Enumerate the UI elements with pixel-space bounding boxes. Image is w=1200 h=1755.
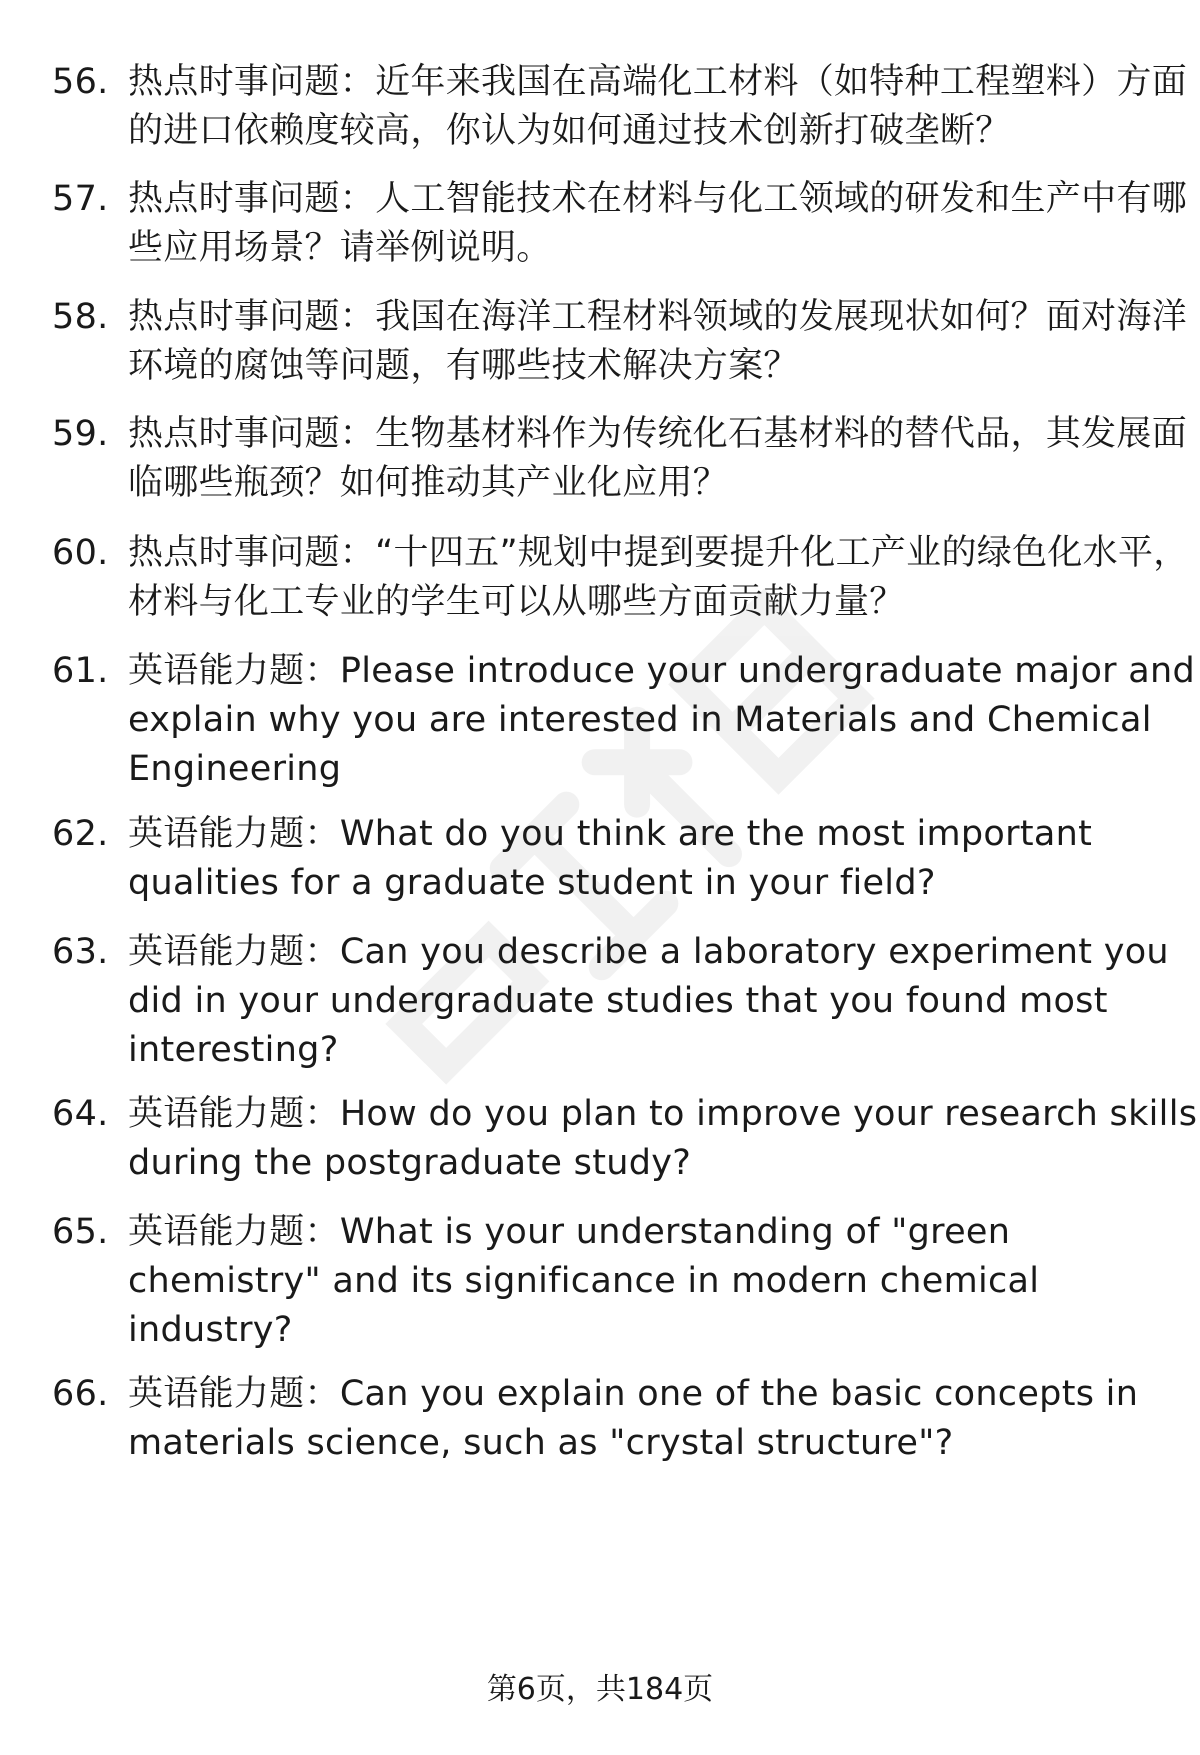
question-number: 66.	[52, 1374, 109, 1414]
question-number: 65.	[52, 1212, 109, 1252]
question-text: What do you think are the most important qualities for a graduate student in your field?	[128, 814, 1093, 903]
question-body	[128, 928, 1198, 1075]
question-number: 58.	[52, 297, 109, 337]
question-text: Please introduce your undergraduate major and explain why you are interested in Materials and Chemical Engineering	[128, 651, 1196, 789]
question-category: 英语能力题：	[128, 1374, 340, 1414]
question-body	[128, 810, 1198, 908]
question-category: 英语能力题：	[128, 1094, 340, 1134]
question-body	[128, 647, 1198, 794]
question-category: 英语能力题：	[128, 1212, 340, 1252]
page-footer: 第6页，共184页	[486, 1672, 714, 1707]
question-text: 我国在海洋工程材料领域的发展现状如何？面对海洋环境的腐蚀等问题，有哪些技术解决方案？	[128, 297, 1188, 386]
question-category: 热点时事问题：	[128, 179, 376, 219]
question-number: 59.	[52, 414, 109, 454]
question-text: 近年来我国在高端化工材料（如特种工程塑料）方面的进口依赖度较高，你认为如何通过技术创新打破垄断？	[128, 62, 1188, 151]
question-body	[128, 58, 1198, 156]
question-category: 英语能力题：	[128, 814, 340, 854]
question-category: 热点时事问题：	[128, 414, 376, 454]
question-body	[128, 410, 1198, 508]
question-body	[128, 529, 1198, 627]
question-text: Can you describe a laboratory experiment you did in your undergraduate studies that you found most interesting?	[128, 932, 1169, 1070]
question-body	[128, 1090, 1198, 1188]
question-body	[128, 1370, 1198, 1468]
question-number: 60.	[52, 533, 109, 573]
question-number: 62.	[52, 814, 109, 854]
question-number: 56.	[52, 62, 109, 102]
question-body	[128, 175, 1198, 273]
question-body	[128, 293, 1198, 391]
question-number: 63.	[52, 932, 109, 972]
question-body	[128, 1208, 1198, 1355]
question-category: 热点时事问题：	[128, 297, 376, 337]
question-text: What is your understanding of "green chemistry" and its significance in modern chemical industry?	[128, 1212, 1040, 1350]
question-category: 英语能力题：	[128, 932, 340, 972]
question-category: 热点时事问题：	[128, 62, 376, 102]
question-text: Can you explain one of the basic concepts in materials science, such as "crystal structure"?	[128, 1374, 1139, 1463]
question-number: 61.	[52, 651, 109, 691]
question-text: 生物基材料作为传统化石基材料的替代品，其发展面临哪些瓶颈？如何推动其产业化应用？	[128, 414, 1188, 503]
question-number: 57.	[52, 179, 109, 219]
question-text: “十四五”规划中提到要提升化工产业的绿色化水平，材料与化工专业的学生可以从哪些方面贡献力量？	[128, 533, 1189, 622]
question-text: 人工智能技术在材料与化工领域的研发和生产中有哪些应用场景？请举例说明。	[128, 179, 1188, 268]
question-number: 64.	[52, 1094, 109, 1134]
question-category: 英语能力题：	[128, 651, 340, 691]
question-category: 热点时事问题：	[128, 533, 376, 573]
question-text: How do you plan to improve your research skills during the postgraduate study?	[128, 1094, 1198, 1183]
